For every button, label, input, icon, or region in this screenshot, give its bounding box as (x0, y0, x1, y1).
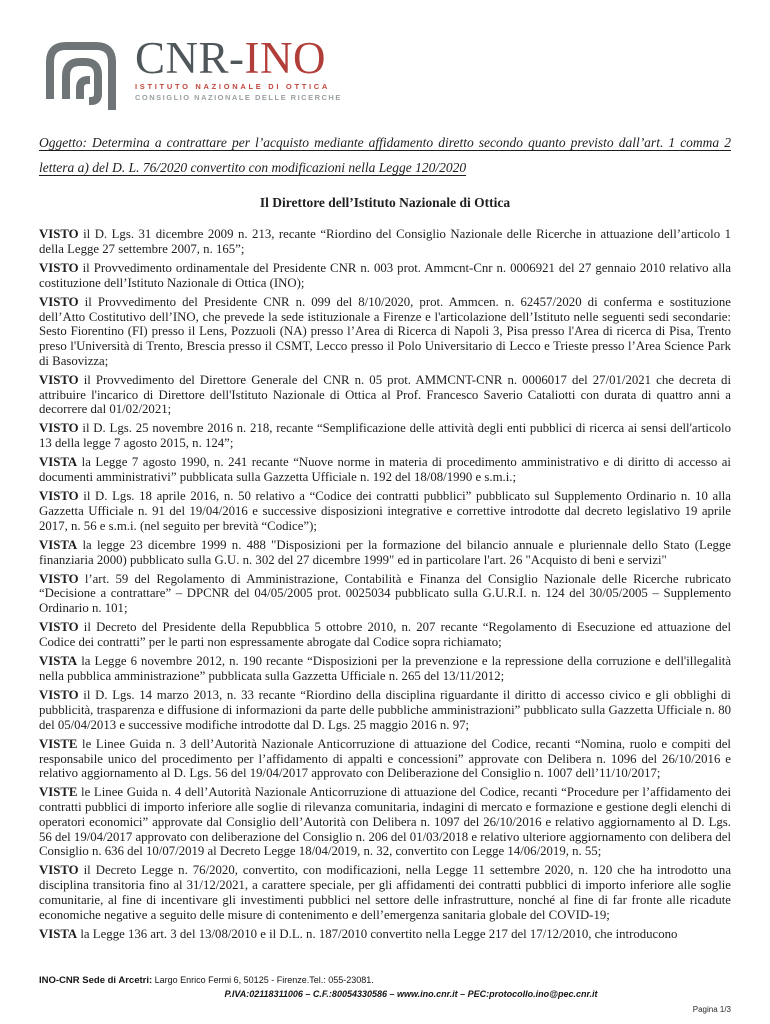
document-title: Il Direttore dell’Istituto Nazionale di Ottica (259, 195, 511, 210)
recital-text: il Provvedimento del Presidente CNR n. 099 del 8/10/2020, prot. Ammcen. n. 62457/2020 di conferma e sostituzione dell’Atto Costitutivo dell’INO, che prevede la sede istituzionale a Firenze e l'articolazione dell’Istituto nelle seguenti sedi secondarie: Sesto Fiorentino (FI) presso il Lens, Pozzuoli (NA) presso l’Area di Ricerca di Napoli 3, Pisa presso l'Area di ricerca di Pisa, Trento preso l'Università di Trento, Brescia presso il CSMT, Lecco presso il Polo Universitario di Lecco e Trieste presso l’Area Science Park di Basovizza; (39, 294, 731, 368)
recital-lead: VISTO (39, 260, 79, 275)
logo-wordmark-cnr: CNR- (135, 33, 245, 83)
recital-paragraph (39, 421, 731, 450)
recital-paragraph (39, 863, 731, 922)
recital-lead: VISTO (39, 227, 79, 241)
logo-wordmark-ino: INO (244, 33, 326, 83)
recital-text: il Provvedimento del Direttore Generale del CNR n. 05 prot. AMMCNT-CNR n. 0006017 del 27/01/2021 che decreta di attribuire l'incarico di Direttore dell'Istituto Nazionale di Ottica al Prof. Francesco Saverio Cataliotti con durata di quattro anni a decorrere dal 01/02/2021; (39, 372, 731, 417)
recital-lead: VISTO (39, 294, 79, 309)
page-number: Pagina 1/3 (692, 1005, 731, 1014)
recital-paragraph (39, 654, 731, 683)
recital-text: il Provvedimento ordinamentale del Presidente CNR n. 003 prot. Ammcnt-Cnr n. 0006921 del 27 gennaio 2010 relativo alla costituzione dell’Istituto Nazionale di Ottica (INO); (39, 260, 731, 290)
footer-address (39, 974, 731, 987)
logo-text (135, 33, 342, 102)
recital-paragraph (39, 455, 731, 484)
logo-wordmark (135, 33, 342, 83)
recital-text: la Legge 6 novembre 2012, n. 190 recante “Disposizioni per la prevenzione e la repressione della corruzione e dell'illegalità nella pubblica amministrazione” pubblicata sulla Gazzetta Ufficiale n. 265 del 13/11/2012; (39, 654, 731, 683)
recital-text: la legge 23 dicembre 1999 n. 488 "Disposizioni per la formazione del bilancio annuale e pluriennale dello Stato (Legge finanziaria 2000) pubblicato sulla G.U. n. 302 del 27 dicembre 1999" ed in particolare l'art. 26 "Acquisto di beni e servizi" (39, 537, 731, 567)
recital-text: la Legge 7 agosto 1990, n. 241 recante “Nuove norme in materia di procedimento amministrativo e di diritto di accesso ai documenti amministrativi” pubblicata sulla Gazzetta Ufficiale n. 192 del 18/08/1990 e s.m.i.; (39, 455, 731, 485)
recital-lead: VISTA (39, 455, 78, 470)
recital-paragraph (39, 688, 731, 732)
recital-paragraph (39, 538, 731, 567)
recital-text: il D. Lgs. 18 aprile 2016, n. 50 relativo a “Codice dei contratti pubblici” pubblicato sul Supplemento Ordinario n. 10 alla Gazzetta Ufficiale n. 91 del 19/04/2016 e successive disposizioni integrative e correttive introdotte dal decreto legislativo 19 aprile 2017, n. 56 e s.m.i. (nel seguito per brevità “Codice”); (39, 489, 731, 533)
recital-paragraph (39, 620, 731, 649)
recital-text: le Linee Guida n. 3 dell’Autorità Nazionale Anticorruzione di attuazione del Codice, recanti “Nomina, ruolo e compiti del responsabile unico del procedimento per l’affidamento di appalti e concessioni” approvate con Delibera n. 1096 del 26/10/2016 e relativo aggiornamento al D. Lgs. 56 del 19/04/2017 approvato con Deliberazione del Consiglio n. 1007 dell’11/10/2017; (39, 736, 731, 781)
subject-line: Oggetto: Determina a contrattare per l’acquisto mediante affidamento diretto secondo quanto previsto dall’art. 1 comma 2 lettera a) del D. L. 76/2020 convertito con modificazioni nella Legge 120/2020 (39, 135, 731, 175)
recital-lead: VISTE (39, 736, 78, 751)
recital-text: il Decreto Legge n. 76/2020, convertito, con modificazioni, nella Legge 11 settembre 2020, n. 120 che ha introdotto una disciplina transitoria fino al 31/12/2021, a carattere speciale, per gli affidamenti dei contratti pubblici di importo inferiore alle soglie comunitarie, al fine di incentivare gli investimenti pubblici nel settore delle infrastrutture, nonché al fine di far fronte alle ricadute economiche negative a seguito delle misure di contenimento e dell’emergenza sanitaria globale del COVID-19; (39, 863, 731, 922)
recital-paragraph (39, 737, 731, 781)
recital-lead: VISTO (39, 571, 79, 586)
recital-paragraph (39, 295, 731, 369)
recital-lead: VISTO (39, 863, 79, 878)
recital-lead: VISTA (39, 537, 78, 552)
recital-lead: VISTO (39, 421, 79, 436)
recital-paragraph (39, 572, 731, 616)
footer-address-text: Largo Enrico Fermi 6, 50125 - Firenze.Tel.: 055-23081. (152, 975, 374, 985)
footer-address-label: INO-CNR Sede di Arcetri: (39, 975, 153, 986)
recital-lead: VISTO (39, 688, 79, 703)
recital-lead: VISTO (39, 489, 79, 504)
cnr-logo-mark-icon (39, 36, 123, 110)
recital-paragraph (39, 927, 731, 942)
recital-paragraph (39, 227, 731, 256)
logo (39, 33, 731, 110)
recital-paragraph (39, 785, 731, 859)
recital-text: le Linee Guida n. 4 dell’Autorità Nazionale Anticorruzione di attuazione del Codice, recanti “Procedure per l’affidamento dei contratti pubblici di importo inferiore alle soglie di rilevanza comunitaria, indagini di mercato e formazione e gestione degli elenchi di operatori economici” approvate dal Consiglio dell’Autorità con Delibera n. 1097 del 26/10/2016 e relativo aggiornamento al D. Lgs. 56 del 19/04/2017 approvato con deliberazione del Consiglio n. 206 del 01/03/2018 e relativo ulteriore aggiornamento con delibera del Consiglio n. 636 del 10/07/2019 al Decreto Legge 18/04/2019, n. 32, convertito con Legge 14/06/2019, n. 55; (39, 785, 731, 859)
recital-lead: VISTA (39, 926, 78, 941)
page-footer (39, 974, 731, 1014)
recital-lead: VISTO (39, 620, 79, 635)
recital-paragraph (39, 261, 731, 290)
recital-text: il D. Lgs. 31 dicembre 2009 n. 213, recante “Riordino del Consiglio Nazionale delle Ricerche in attuazione dell’articolo 1 della Legge 27 settembre 2007, n. 165”; (39, 227, 731, 256)
recital-paragraph (39, 489, 731, 533)
recital-text: l’art. 59 del Regolamento di Amministrazione, Contabilità e Finanza del Consiglio Nazionale delle Ricerche rubricato “Decisione a contrattare” – DPCNR del 04/05/2005 prot. 0025034 pubblicato sulla G.U.R.I. n. 124 del 30/05/2005 – Supplemento Ordinario n. 101; (39, 571, 731, 616)
recital-lead: VISTA (39, 654, 78, 669)
recital-lead: VISTO (39, 372, 79, 387)
recital-text: il D. Lgs. 14 marzo 2013, n. 33 recante “Riordino della disciplina riguardante il diritto di accesso civico e gli obblighi di pubblicità, trasparenza e diffusione di informazioni da parte delle pubbliche amministrazioni” pubblicato sulla Gazzetta Ufficiale n. 80 del 05/04/2013 e successive modifiche introdotte dal D. Lgs. 25 maggio 2016 n. 97; (39, 688, 731, 732)
recital-paragraph (39, 373, 731, 417)
recital-text: il D. Lgs. 25 novembre 2016 n. 218, recante “Semplificazione delle attività degli enti pubblici di ricerca ai sensi dell'articolo 13 della legge 7 agosto 2015, n. 124”; (39, 421, 731, 451)
footer-fiscal-line: P.IVA:02118311006 – C.F.:80054330586 – www.ino.cnr.it – PEC:protocollo.ino@pec.cnr.it (224, 989, 598, 999)
logo-subtitle-institute: ISTITUTO NAZIONALE DI OTTICA (135, 82, 331, 91)
logo-subtitle-council: CONSIGLIO NAZIONALE DELLE RICERCHE (135, 93, 342, 102)
recital-text: la Legge 136 art. 3 del 13/08/2010 e il D.L. n. 187/2010 convertito nella Legge 217 del 17/12/2010, che introducono (77, 926, 678, 941)
recital-text: il Decreto del Presidente della Repubblica 5 ottobre 2010, n. 207 recante “Regolamento di Esecuzione ed attuazione del Codice dei contratti” per le parti non espressamente abrogate dal Codice sopra richiamato; (39, 620, 731, 650)
recitals (39, 227, 731, 941)
recital-lead: VISTE (39, 785, 78, 800)
